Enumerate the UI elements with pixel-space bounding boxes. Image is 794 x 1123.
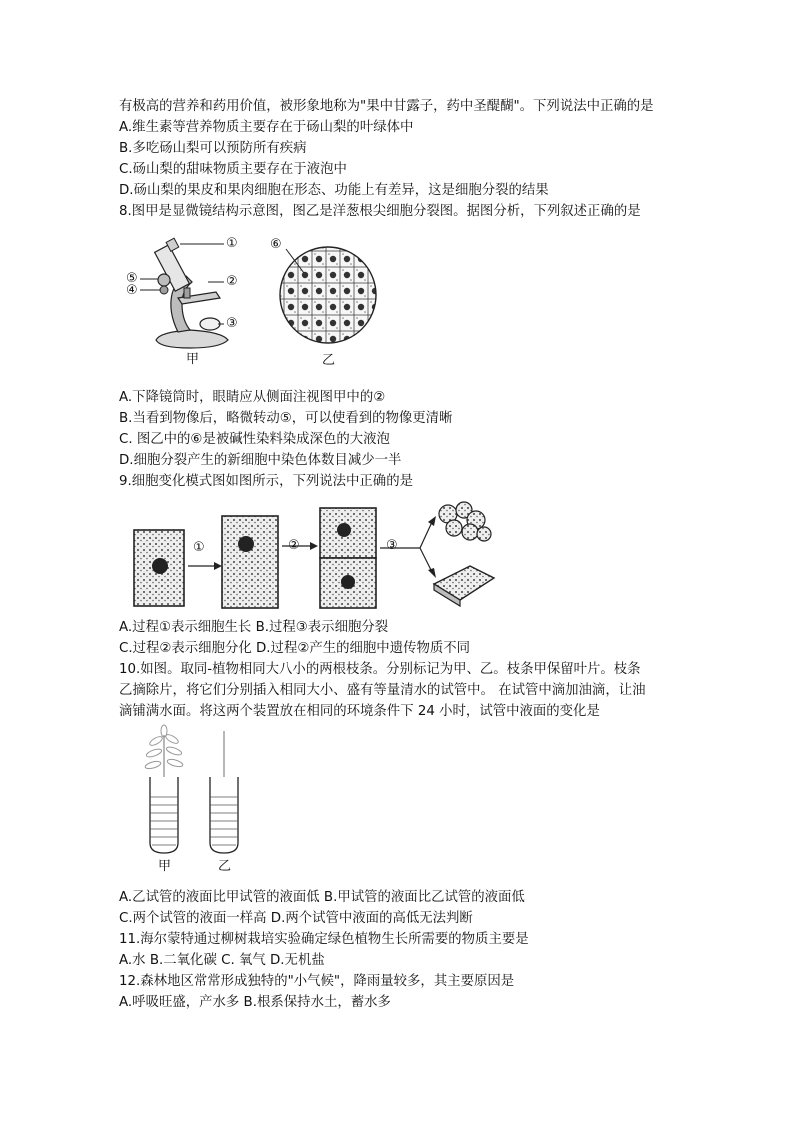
cell-division-micrograph xyxy=(270,235,380,345)
process-2-label: ② xyxy=(288,538,300,553)
question-7-option-b: B.多吃砀山梨可以预防所有疾病 xyxy=(119,141,307,156)
microscope-drawing xyxy=(120,232,260,367)
question-12-options-ab: A.呼吸旺盛，产水多 B.根系保持水土，蓄水多 xyxy=(119,995,391,1010)
question-10-stem-line-3: 滴铺满水面。将这两个装置放在相同的环境条件下 24 小时，试管中液面的变化是 xyxy=(119,704,600,719)
question-7-option-a: A.维生素等营养物质主要存在于砀山梨的叶绿体中 xyxy=(119,120,414,135)
question-11-stem: 11.海尔蒙特通过柳树栽培实验确定绿色植物生长所需要的物质主要是 xyxy=(119,932,529,947)
question-8-option-d: D.细胞分裂产生的新细胞中染色体数目减少一半 xyxy=(119,453,402,468)
microscope-label-2: ② xyxy=(226,274,238,289)
microscope-label-5: ⑤ xyxy=(126,271,138,286)
question-8-option-a: A.下降镜筒时，眼睛应从侧面注视图甲中的② xyxy=(119,390,386,405)
test-tubes-figure xyxy=(140,725,260,880)
test-tubes-drawing xyxy=(140,725,260,855)
question-7-option-c: C.砀山梨的甜味物质主要存在于液泡中 xyxy=(119,162,347,177)
question-8-option-c: C. 图乙中的⑥是被碱性染料染成深色的大液泡 xyxy=(119,432,390,447)
cell-change-figure xyxy=(130,500,500,612)
microscope-label-1: ① xyxy=(226,236,238,251)
microscope-label-3: ③ xyxy=(226,316,238,331)
question-10-stem-line-2: 乙摘除片，将它们分别插入相同大小、盛有等量清水的试管中。 在试管中滴加油滴，让油 xyxy=(119,683,646,698)
figure-yi-caption: 乙 xyxy=(322,353,336,368)
question-7-option-d: D.砀山梨的果皮和果肉细胞在形态、功能上有差异，这是细胞分裂的结果 xyxy=(119,183,549,198)
question-8-option-b: B.当看到物像后，略微转动⑤，可以使看到的物像更清晰 xyxy=(119,411,453,426)
figure-jia-caption: 甲 xyxy=(186,352,200,367)
microscope-label-4: ④ xyxy=(126,283,138,298)
tube-yi-caption: 乙 xyxy=(218,859,232,874)
tube-jia-caption: 甲 xyxy=(158,859,172,874)
question-8-stem: 8.图甲是显微镜结构示意图，图乙是洋葱根尖细胞分裂图。据图分析，下列叙述正确的是 xyxy=(119,204,641,219)
question-9-options-ab: A.过程①表示细胞生长 B.过程③表示细胞分裂 xyxy=(119,620,389,635)
question-12-stem: 12.森林地区常常形成独特的"小气候"，降雨量较多，其主要原因是 xyxy=(119,974,515,989)
process-1-label: ① xyxy=(193,540,205,555)
question-11-options: A.水 B.二氧化碳 C. 氧气 D.无机盐 xyxy=(119,953,325,968)
question-7-stem: 有极高的营养和药用价值，被形象地称为"果中甘露子，药中圣醍醐"。下列说法中正确的是 xyxy=(119,99,654,114)
process-3-label: ③ xyxy=(386,538,398,553)
question-9-stem: 9.细胞变化模式图如图所示，下列说法中正确的是 xyxy=(119,474,413,489)
cell-change-diagram xyxy=(130,500,500,612)
microscope-figure xyxy=(120,232,260,367)
cell-label-6: ⑥ xyxy=(270,237,282,252)
onion-root-tip-figure xyxy=(270,235,380,370)
question-9-options-cd: C.过程②表示细胞分化 D.过程②产生的细胞中遗传物质不同 xyxy=(119,641,471,656)
question-10-stem-line-1: 10.如图。取同-植物相同大八小的两根枝条。分别标记为甲、乙。枝条甲保留叶片。枝条 xyxy=(119,662,641,677)
question-10-options-cd: C.两个试管的液面一样高 D.两个试管中液面的高低无法判断 xyxy=(119,911,473,926)
question-10-options-ab: A.乙试管的液面比甲试管的液面低 B.甲试管的液面比乙试管的液面低 xyxy=(119,890,525,905)
